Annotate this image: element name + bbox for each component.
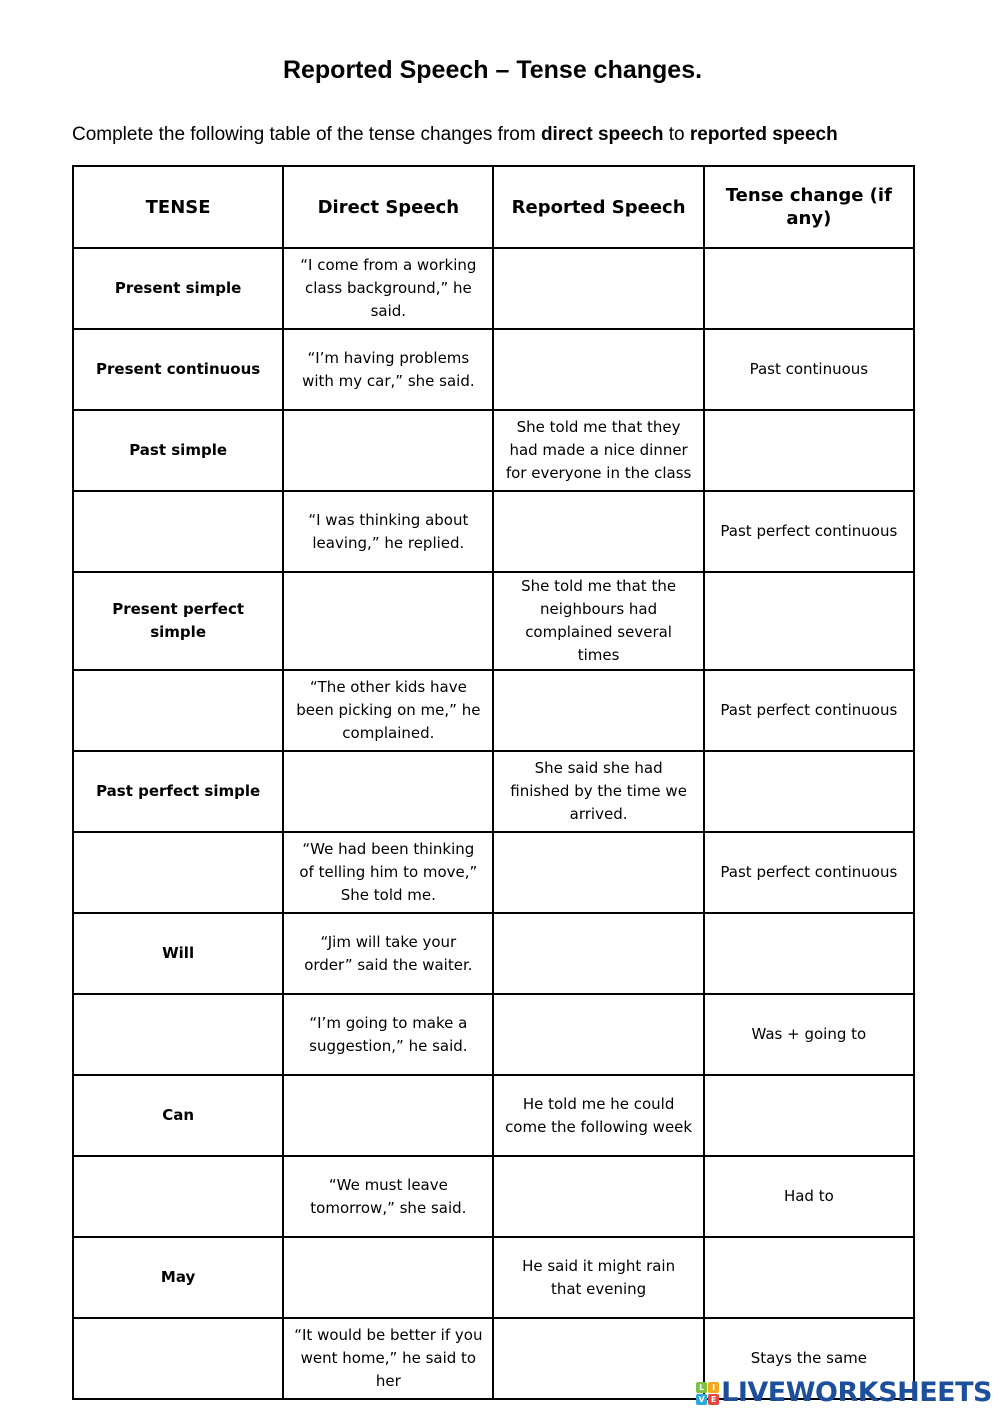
table-row xyxy=(73,670,914,751)
reported-speech-cell[interactable] xyxy=(493,913,703,994)
reported-speech-cell: She told me that the neighbours had complained several times xyxy=(493,572,703,670)
reported-speech-cell[interactable] xyxy=(493,670,703,751)
direct-speech-cell: “Jim will take your order” said the waiter. xyxy=(283,913,493,994)
table-row xyxy=(73,1075,914,1156)
direct-speech-cell: “I come from a working class background,” he said. xyxy=(283,248,493,329)
tense-cell[interactable] xyxy=(73,832,283,913)
direct-speech-cell: “I was thinking about leaving,” he replied. xyxy=(283,491,493,572)
header-tense-change: Tense change (if any) xyxy=(704,166,914,248)
reported-speech-cell: He told me he could come the following week xyxy=(493,1075,703,1156)
tense-change-cell: Past continuous xyxy=(704,329,914,410)
table-row xyxy=(73,751,914,832)
tense-cell[interactable] xyxy=(73,1156,283,1237)
instructions-bold-reported: reported speech xyxy=(689,124,838,145)
tense-cell: Past simple xyxy=(73,410,283,491)
reported-speech-cell[interactable] xyxy=(493,832,703,913)
tense-cell: Can xyxy=(73,1075,283,1156)
tense-cell: Past perfect simple xyxy=(73,751,283,832)
tense-cell: Present perfect simple xyxy=(73,572,283,670)
logo-letter: V xyxy=(696,1394,707,1405)
logo-letter: L xyxy=(696,1382,707,1393)
table-body xyxy=(73,248,914,1399)
tense-change-cell: Was + going to xyxy=(704,994,914,1075)
logo-letter: I xyxy=(708,1382,719,1393)
table-row xyxy=(73,832,914,913)
instructions-middle: to xyxy=(663,124,690,145)
tense-change-cell[interactable] xyxy=(704,1237,914,1318)
liveworksheets-branding xyxy=(696,1378,992,1408)
direct-speech-cell: “I’m going to make a suggestion,” he said. xyxy=(283,994,493,1075)
liveworksheets-logo-icon xyxy=(696,1382,719,1405)
reported-speech-cell[interactable] xyxy=(493,248,703,329)
direct-speech-cell[interactable] xyxy=(283,410,493,491)
table-row xyxy=(73,572,914,670)
direct-speech-cell: “The other kids have been picking on me,” he complained. xyxy=(283,670,493,751)
instructions-prefix: Complete the following table of the tense changes from xyxy=(72,124,541,145)
header-direct-speech: Direct Speech xyxy=(283,166,493,248)
tense-cell: Present simple xyxy=(73,248,283,329)
direct-speech-cell: “We must leave tomorrow,” she said. xyxy=(283,1156,493,1237)
table-row xyxy=(73,248,914,329)
tense-cell: May xyxy=(73,1237,283,1318)
tense-change-cell: Past perfect continuous xyxy=(704,670,914,751)
tense-cell: Will xyxy=(73,913,283,994)
tense-change-cell: Past perfect continuous xyxy=(704,491,914,572)
direct-speech-cell[interactable] xyxy=(283,1075,493,1156)
table-row xyxy=(73,329,914,410)
tense-cell: Present continuous xyxy=(73,329,283,410)
reported-speech-cell: He said it might rain that evening xyxy=(493,1237,703,1318)
tense-change-cell[interactable] xyxy=(704,751,914,832)
instructions-bold-direct: direct speech xyxy=(540,124,664,145)
table-row xyxy=(73,491,914,572)
tense-change-cell[interactable] xyxy=(704,410,914,491)
tense-change-cell[interactable] xyxy=(704,1075,914,1156)
tense-changes-table xyxy=(72,165,915,1400)
direct-speech-cell[interactable] xyxy=(283,751,493,832)
tense-change-cell: Past perfect continuous xyxy=(704,832,914,913)
table-row xyxy=(73,1237,914,1318)
table-row xyxy=(73,913,914,994)
direct-speech-cell: “We had been thinking of telling him to move,” She told me. xyxy=(283,832,493,913)
reported-speech-cell: She told me that they had made a nice dinner for everyone in the class xyxy=(493,410,703,491)
reported-speech-cell[interactable] xyxy=(493,1156,703,1237)
direct-speech-cell[interactable] xyxy=(283,1237,493,1318)
reported-speech-cell: She said she had finished by the time we arrived. xyxy=(493,751,703,832)
direct-speech-cell: “It would be better if you went home,” he said to her xyxy=(283,1318,493,1399)
tense-change-cell: Had to xyxy=(704,1156,914,1237)
tense-change-cell[interactable] xyxy=(704,913,914,994)
header-tense: TENSE xyxy=(73,166,283,248)
tense-cell[interactable] xyxy=(73,670,283,751)
table-row xyxy=(73,1156,914,1237)
table-row xyxy=(73,410,914,491)
table-row xyxy=(73,994,914,1075)
header-reported-speech: Reported Speech xyxy=(493,166,703,248)
direct-speech-cell: “I’m having problems with my car,” she said. xyxy=(283,329,493,410)
logo-letter: E xyxy=(708,1394,719,1405)
liveworksheets-text: LIVEWORKSHEETS xyxy=(721,1377,992,1408)
table-header-row xyxy=(73,166,914,248)
direct-speech-cell[interactable] xyxy=(283,572,493,670)
reported-speech-cell[interactable] xyxy=(493,1318,703,1399)
tense-cell[interactable] xyxy=(73,994,283,1075)
tense-change-cell[interactable] xyxy=(704,572,914,670)
reported-speech-cell[interactable] xyxy=(493,994,703,1075)
page-title: Reported Speech – Tense changes. xyxy=(282,56,703,84)
tense-change-cell[interactable] xyxy=(704,248,914,329)
reported-speech-cell[interactable] xyxy=(493,491,703,572)
instructions xyxy=(72,124,838,146)
tense-cell[interactable] xyxy=(73,491,283,572)
reported-speech-cell[interactable] xyxy=(493,329,703,410)
tense-change-cell: Stays the same xyxy=(704,1318,914,1399)
tense-cell[interactable] xyxy=(73,1318,283,1399)
